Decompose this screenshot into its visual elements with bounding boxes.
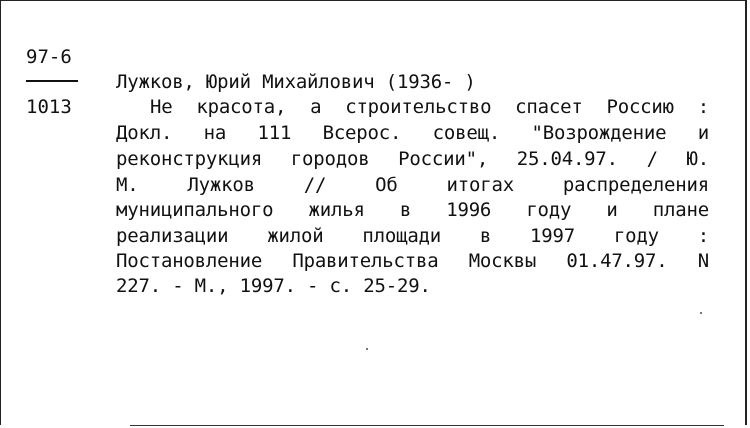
scan-speck (700, 312, 702, 314)
body-line-last: 227. - М., 1997. - с. 25-29. (116, 275, 431, 297)
call-number-bottom: 1013 (26, 96, 72, 118)
author-heading: Лужков, Юрий Михайлович (1936- ) (116, 71, 476, 93)
call-number-divider (26, 80, 78, 82)
scan-speck (366, 348, 368, 350)
body-line: муниципального жилья в 1996 году и плане (116, 199, 709, 221)
body-line: М. Лужков // Об итогах распределения (116, 174, 709, 196)
body-line: реализации жилой площади в 1997 году : (116, 225, 709, 247)
body-line: реконструкция городов России", 25.04.97. / Ю. (116, 148, 709, 170)
title-line: Не красота, а строительство спасет Россию : (150, 96, 709, 118)
body-line: Докл. на 111 Всерос. совещ. "Возрождение и (116, 122, 709, 144)
body-line: Постановление Правительства Москвы 01.47.97. N (116, 250, 709, 272)
call-number-top: 97-6 (26, 46, 72, 68)
card-bottom-edge (130, 425, 724, 426)
